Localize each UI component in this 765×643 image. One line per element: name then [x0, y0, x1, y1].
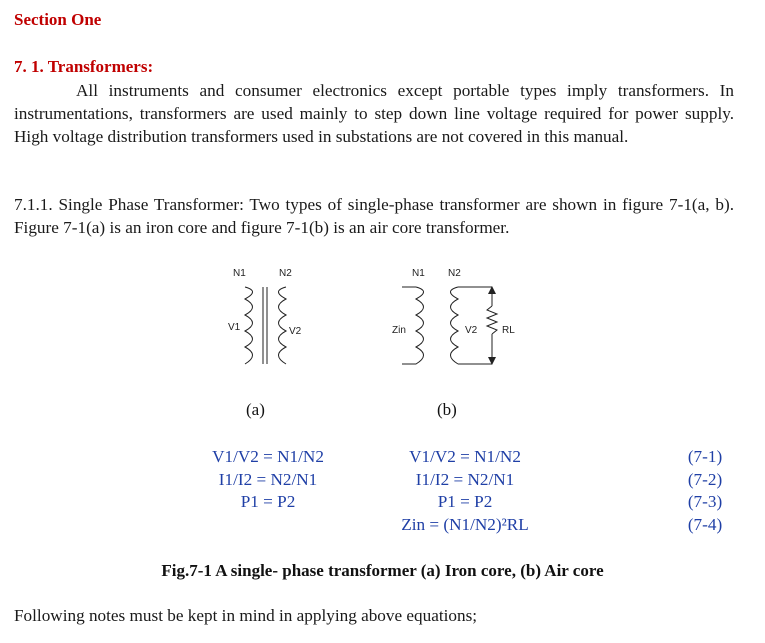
figure-caption-text: Fig.7-1 A single- phase transformer (a) Iron core, (b) Air core — [161, 561, 604, 580]
equation-number: (7-2) — [687, 469, 723, 489]
fig-a-v1-label: V1 — [228, 322, 241, 333]
fig-b-v2-label: V2 — [465, 325, 478, 336]
fig-a-v2-label: V2 — [289, 326, 302, 337]
fig-b-n1-label: N1 — [412, 268, 425, 279]
notes-paragraph: Following notes must be kept in mind in applying above equations; — [14, 606, 478, 625]
transformer-b-diagram — [402, 287, 497, 364]
section-title: Section One — [14, 10, 102, 29]
transformer-a-diagram — [245, 287, 286, 364]
equation-numbers — [680, 446, 730, 536]
equation: P1 = P2 — [240, 492, 296, 511]
fig-a-n2-label: N2 — [279, 268, 292, 279]
equation-number: (7-4) — [687, 514, 723, 534]
fig-a-label: (a) — [246, 400, 265, 419]
transformer-figure — [0, 260, 765, 440]
equation: V1/V2 = N1/N2 — [409, 447, 521, 466]
equation-number: (7-1) — [687, 447, 723, 466]
equations-column-b — [385, 446, 545, 536]
fig-b-zin-label: Zin — [392, 325, 406, 336]
subsection-title: 7. 1. Transformers: — [14, 57, 154, 76]
equation-number: (7-3) — [687, 492, 723, 511]
equation: Zin = (N1/N2)²RL — [401, 514, 529, 534]
fig-a-n1-label: N1 — [233, 268, 246, 279]
equation: P1 = P2 — [437, 492, 493, 511]
single-phase-paragraph: 7.1.1. Single Phase Transformer: Two types of single-phase transformer are shown in figure 7-1(a, b). Figure 7-1(a) is an iron core and figure 7-1(b) is an air core transformer. — [14, 195, 734, 237]
fig-b-label: (b) — [437, 400, 457, 419]
fig-b-rl-label: RL — [502, 325, 515, 336]
equations-column-a — [198, 446, 338, 514]
equation: I1/I2 = N2/N1 — [415, 469, 515, 489]
equation: I1/I2 = N2/N1 — [218, 469, 318, 489]
fig-b-n2-label: N2 — [448, 268, 461, 279]
figure-caption — [0, 561, 765, 581]
intro-paragraph: All instruments and consumer electronics except portable types imply transformers. In instrumentations, transformers are used mainly to step down line voltage required for power supply. High voltage distribution transformers used in substations are not covered in this manual. — [14, 81, 734, 146]
equation: V1/V2 = N1/N2 — [212, 447, 324, 466]
